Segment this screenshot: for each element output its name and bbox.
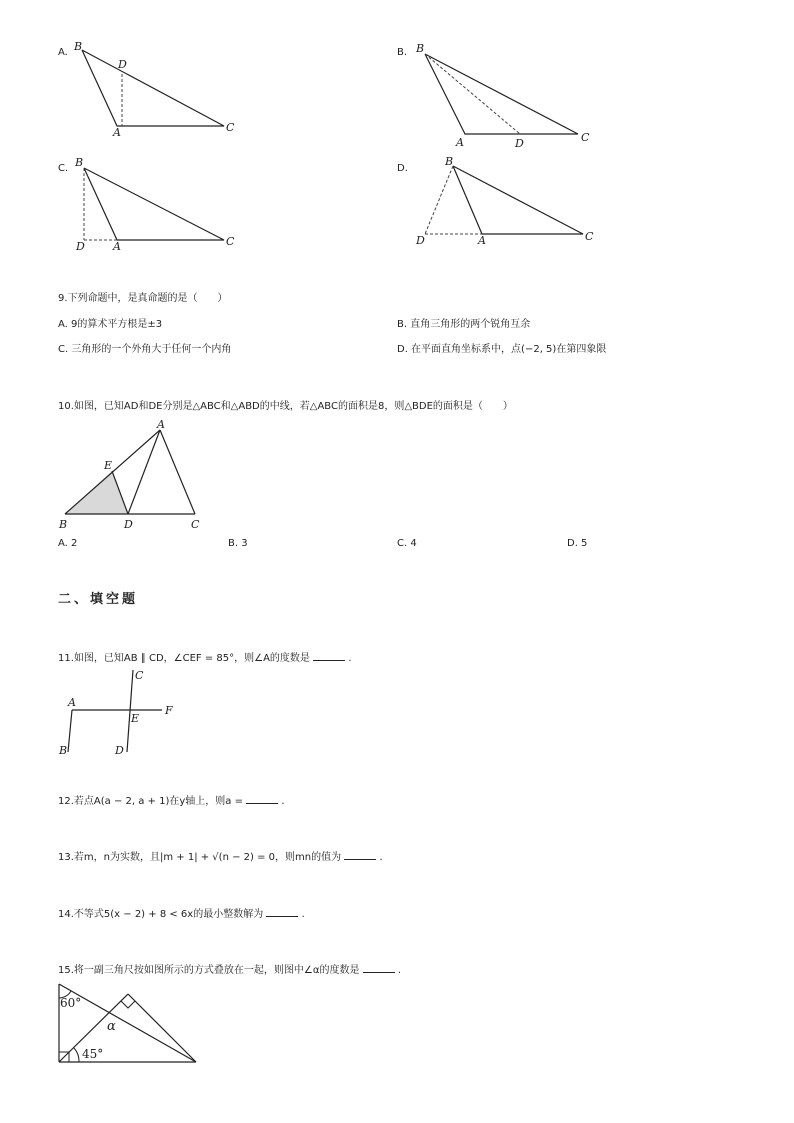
q9-option-a[interactable]: A. 9的算术平方根是±3: [58, 319, 163, 330]
point-d: D: [124, 518, 133, 531]
q10-option-a[interactable]: A. 2: [58, 538, 78, 549]
q8-option-c-label[interactable]: C.: [58, 163, 69, 174]
point-c: C: [191, 518, 200, 531]
point-b: B: [74, 40, 83, 53]
angle-60-label: 60°: [60, 996, 82, 1010]
point-b: B: [59, 518, 68, 531]
line-cd: [127, 670, 133, 752]
height-dashed: [425, 166, 453, 234]
set-square-45-leg-2: [128, 994, 196, 1062]
q10-figure: [55, 416, 215, 532]
q15-figure: [55, 978, 205, 1068]
point-a: A: [478, 234, 486, 247]
triangle-abc: [425, 54, 578, 134]
q8-figure-c: [60, 152, 260, 257]
q15-stem: 15.将一副三角尺按如图所示的方式叠放在一起，则图中∠α的度数是: [58, 965, 360, 976]
triangle-abc: [84, 168, 224, 240]
angle-alpha-label: α: [107, 1019, 116, 1034]
median-ad: [128, 430, 160, 514]
point-e: E: [131, 712, 140, 725]
point-d: D: [115, 744, 124, 757]
q15-answer-blank[interactable]: [363, 963, 395, 973]
q14-stem: 14.不等式5(x − 2) + 8 < 6x的最小整数解为: [58, 909, 264, 920]
q11-end: .: [348, 653, 352, 664]
q13-end: .: [379, 852, 383, 863]
q12-answer-blank[interactable]: [246, 794, 278, 804]
q10-option-d[interactable]: D. 5: [567, 538, 588, 549]
point-d: D: [118, 58, 127, 71]
q14-answer-blank[interactable]: [266, 907, 298, 917]
q11-stem: 11.如图，已知AB ∥ CD，∠CEF = 85°，则∠A的度数是: [58, 653, 310, 664]
triangle-abc: [82, 50, 224, 126]
q10-option-c[interactable]: C. 4: [397, 538, 417, 549]
point-a: A: [157, 418, 165, 431]
point-b: B: [445, 155, 454, 168]
section-title-fill-in: 二、填空题: [58, 592, 139, 607]
q10-stem: 10.如图，已知AD和DE分别是△ABC和△ABD的中线，若△ABC的面积是8，则△BDE的面积是（ ）: [58, 401, 513, 412]
q12-end: .: [281, 796, 285, 807]
point-c: C: [581, 131, 590, 144]
q13-answer-blank[interactable]: [344, 850, 376, 860]
shaded-triangle-bde: [65, 471, 128, 514]
point-f: F: [165, 704, 173, 717]
point-e: E: [104, 459, 113, 472]
q8-figure-b: [405, 38, 605, 153]
median-dashed: [425, 54, 520, 134]
arc-45: [74, 1048, 79, 1062]
q14-line: [58, 907, 305, 921]
q8-option-b-label[interactable]: B.: [397, 47, 408, 58]
point-c: C: [226, 235, 235, 248]
q8-option-d-label[interactable]: D.: [397, 163, 408, 174]
q13-stem: 13.若m，n为实数，且|m + 1| + √(n − 2) = 0，则mn的值为: [58, 852, 342, 863]
point-a: A: [68, 696, 76, 709]
point-a: A: [456, 136, 464, 149]
q11-line: [58, 651, 352, 665]
q8-option-a-label[interactable]: A.: [58, 47, 68, 58]
q8-figure-a: [60, 38, 260, 148]
q15-line: [58, 963, 401, 977]
q9-option-b[interactable]: B. 直角三角形的两个锐角互余: [397, 319, 531, 330]
point-a: A: [113, 126, 121, 139]
q12-line: [58, 794, 285, 808]
point-c: C: [135, 669, 144, 682]
angle-45-label: 45°: [82, 1047, 104, 1061]
q11-answer-blank[interactable]: [313, 651, 345, 661]
q12-stem: 12.若点A(a − 2, a + 1)在y轴上，则a =: [58, 796, 243, 807]
q8-figure-d: [405, 152, 605, 257]
line-ab: [68, 710, 72, 752]
q11-figure: [55, 666, 185, 760]
point-b: B: [59, 744, 68, 757]
point-b: B: [75, 156, 84, 169]
point-d: D: [416, 234, 425, 247]
q9-stem: 9.下列命题中，是真命题的是（ ）: [58, 293, 228, 304]
point-d: D: [76, 240, 85, 253]
point-b: B: [416, 42, 425, 55]
segment-ac: [160, 430, 195, 514]
q10-option-b[interactable]: B. 3: [228, 538, 248, 549]
right-angle-mark-top: [121, 1001, 135, 1008]
q14-end: .: [301, 909, 305, 920]
point-c: C: [585, 230, 594, 243]
point-a: A: [113, 240, 121, 253]
q13-line: [58, 850, 383, 864]
q9-option-d[interactable]: D. 在平面直角坐标系中，点(−2, 5)在第四象限: [397, 344, 607, 355]
q9-option-c[interactable]: C. 三角形的一个外角大于任何一个内角: [58, 344, 232, 355]
triangle-abc: [453, 166, 583, 234]
q15-end: .: [397, 965, 402, 976]
point-d: D: [515, 137, 524, 150]
point-c: C: [226, 121, 235, 134]
